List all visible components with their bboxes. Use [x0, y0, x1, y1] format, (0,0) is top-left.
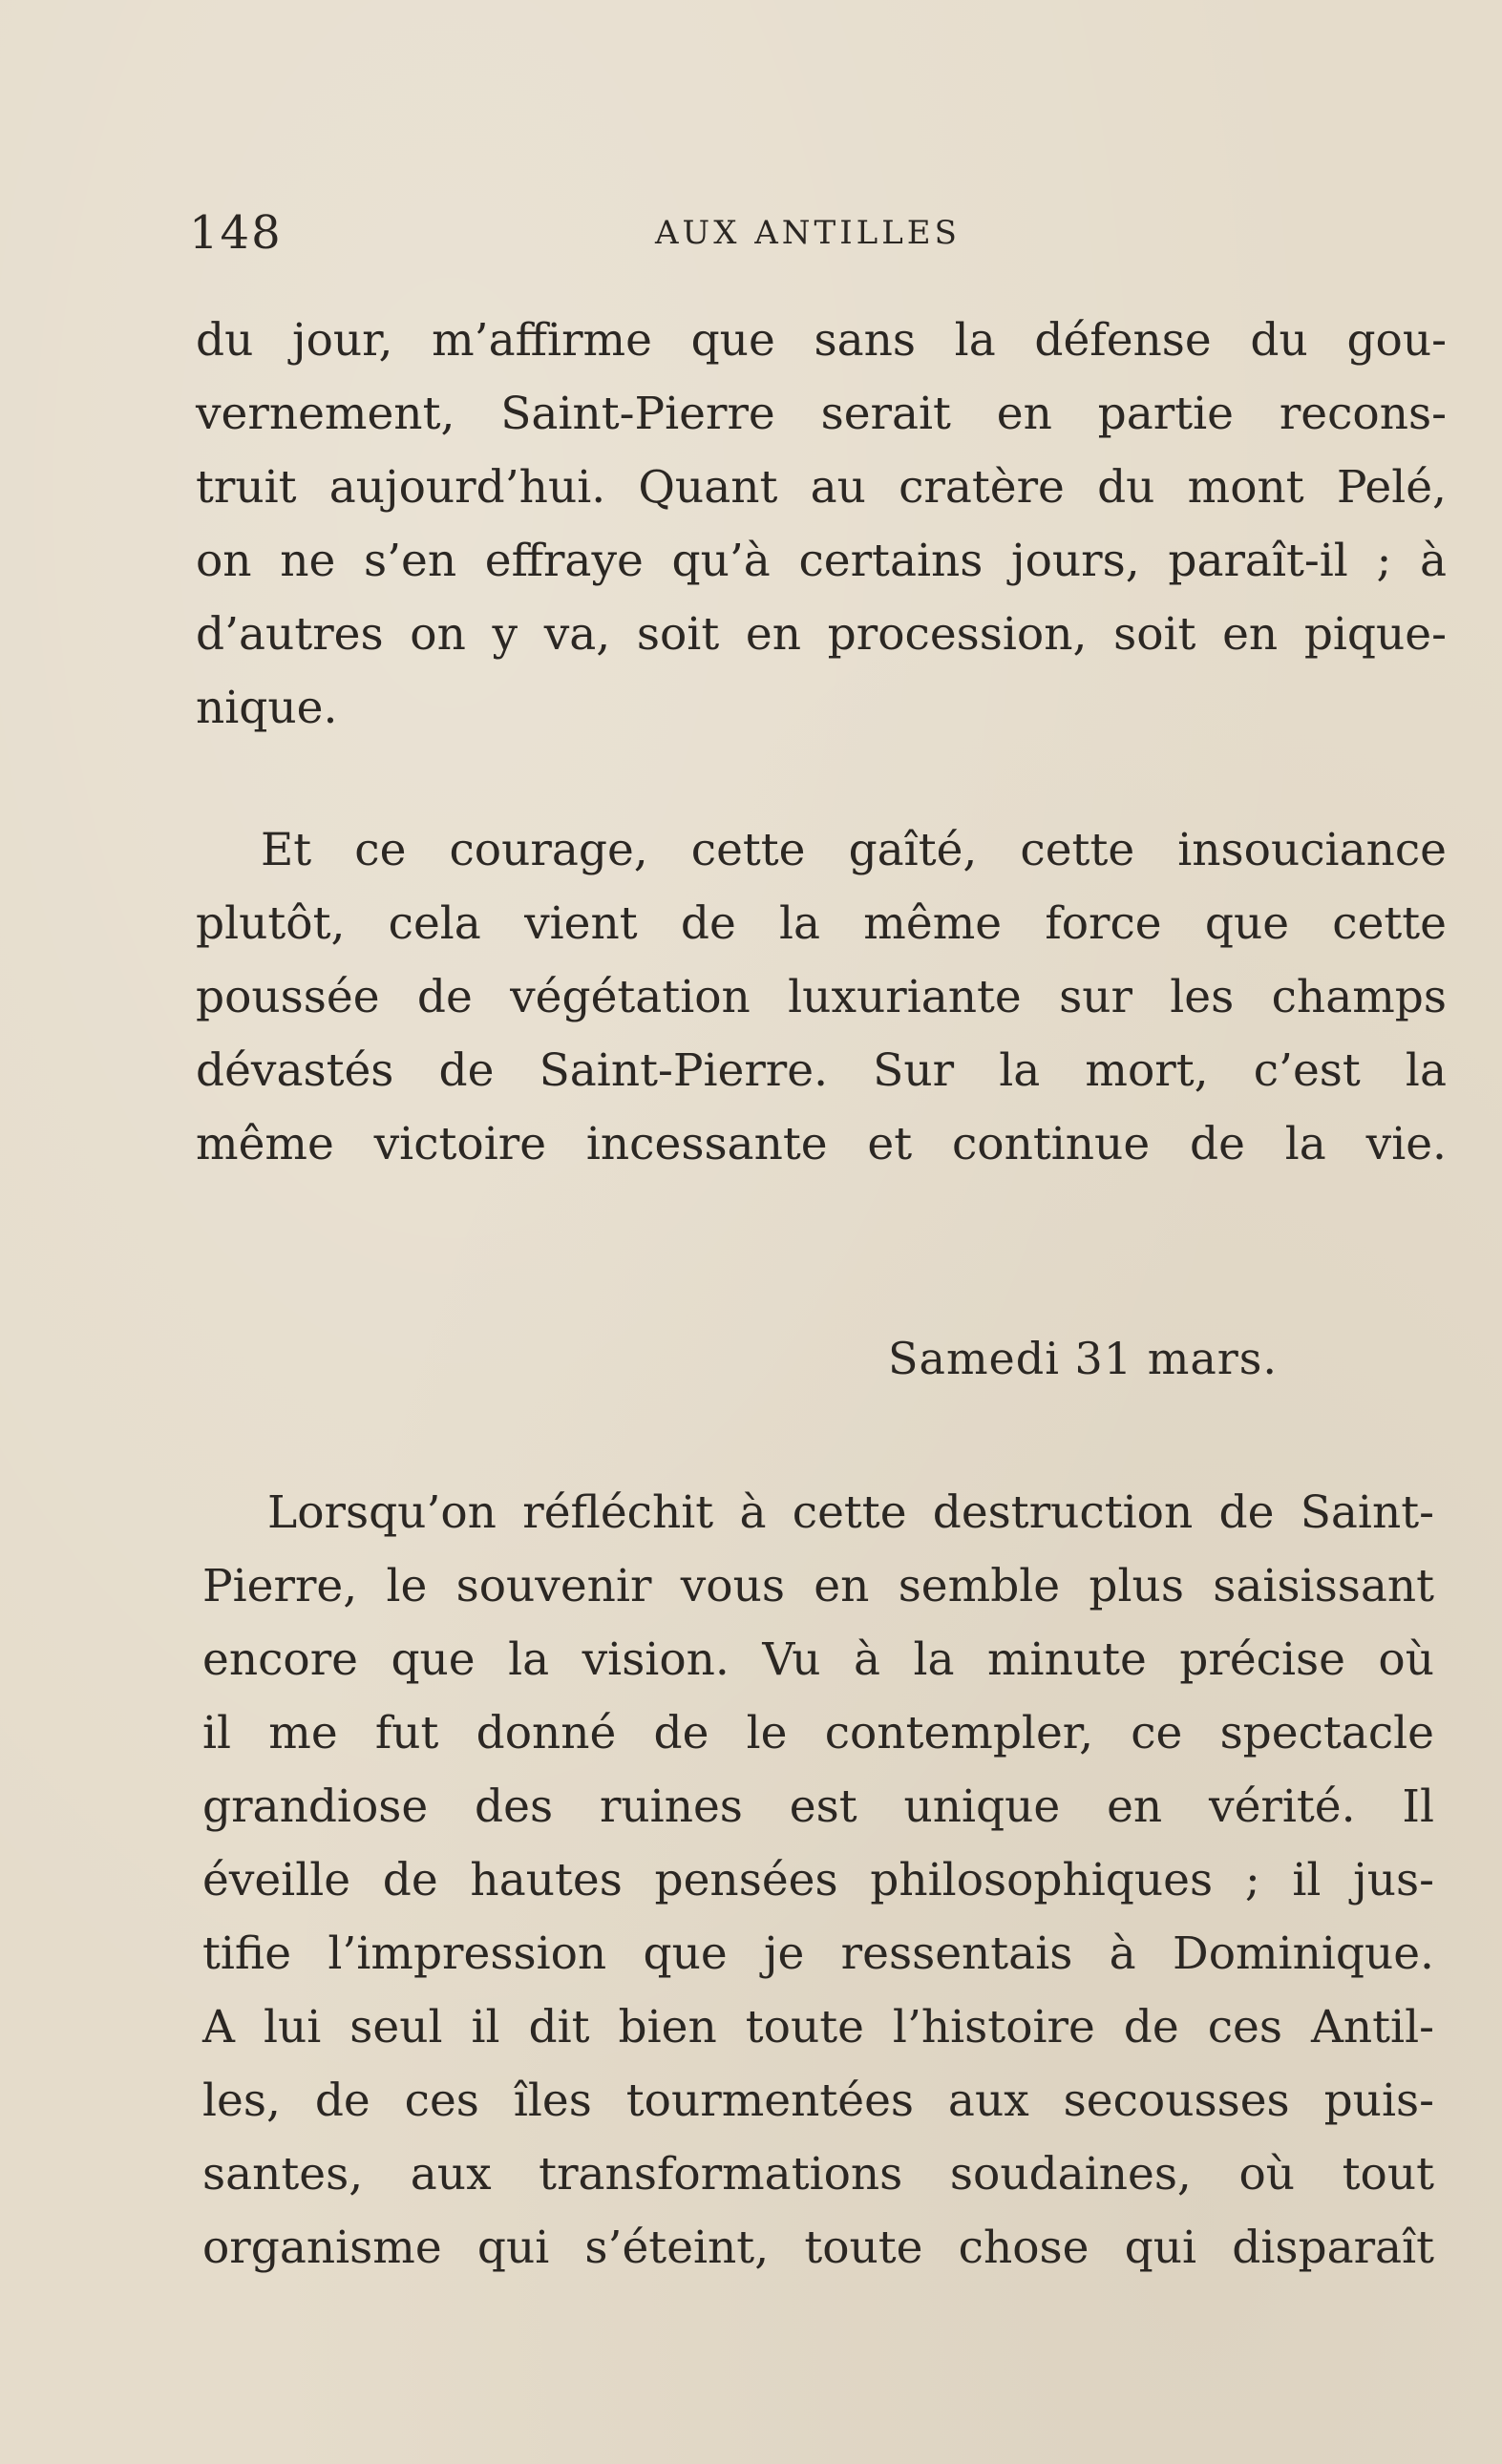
text-line: poussée de végétation luxuriante sur les champs [196, 971, 1447, 1023]
text-line: vernement, Saint-Pierre serait en partie recons- [196, 388, 1447, 440]
paragraph-2 [196, 813, 1447, 1181]
text-line: même victoire incessante et continue de la vie. [196, 1118, 1447, 1170]
text-line: dévastés de Saint-Pierre. Sur la mort, c’est la [196, 1044, 1447, 1097]
text-line: Pierre, le souvenir vous en semble plus saisissant [202, 1560, 1434, 1612]
text-line: éveille de hautes pensées philosophiques ; il jus- [202, 1854, 1434, 1906]
text-line: on ne s’en effraye qu’à certains jours, paraît-il ; à [196, 535, 1447, 587]
text-line: tifie l’impression que je ressentais à Dominique. [202, 1927, 1434, 1980]
text-line: grandiose des ruines est unique en vérité. Il [202, 1780, 1434, 1833]
text-line: encore que la vision. Vu à la minute précise où [202, 1633, 1434, 1686]
text-line: Et ce courage, cette gaîté, cette insouciance [261, 824, 1447, 876]
text-line: plutôt, cela vient de la même force que cette [196, 897, 1447, 950]
text-line: A lui seul il dit bien toute l’histoire de ces Antil- [202, 2001, 1434, 2053]
running-title: AUX ANTILLES [655, 214, 961, 252]
text-line: truit aujourd’hui. Quant au cratère du mont Pelé, [196, 461, 1447, 514]
text-line: Lorsqu’on réfléchit à cette destruction de Saint- [267, 1486, 1434, 1539]
text-line: du jour, m’affirme que sans la défense du gou- [196, 314, 1447, 367]
text-line: nique. [196, 682, 338, 734]
text-line: les, de ces îles tourmentées aux secousses puis- [202, 2074, 1434, 2127]
paragraph-3 [202, 1476, 1434, 2285]
text-line: santes, aux transformations soudaines, où tout [202, 2148, 1434, 2201]
page-header [189, 206, 1449, 263]
text-line: organisme qui s’éteint, toute chose qui disparaît [202, 2222, 1434, 2274]
paragraph-1 [196, 304, 1447, 745]
text-line: d’autres on y va, soit en procession, soit en pique- [196, 608, 1447, 661]
date-heading: Samedi 31 mars. [888, 1333, 1278, 1384]
text-line: il me fut donné de le contempler, ce spectacle [202, 1707, 1434, 1759]
page-number: 148 [189, 206, 283, 260]
